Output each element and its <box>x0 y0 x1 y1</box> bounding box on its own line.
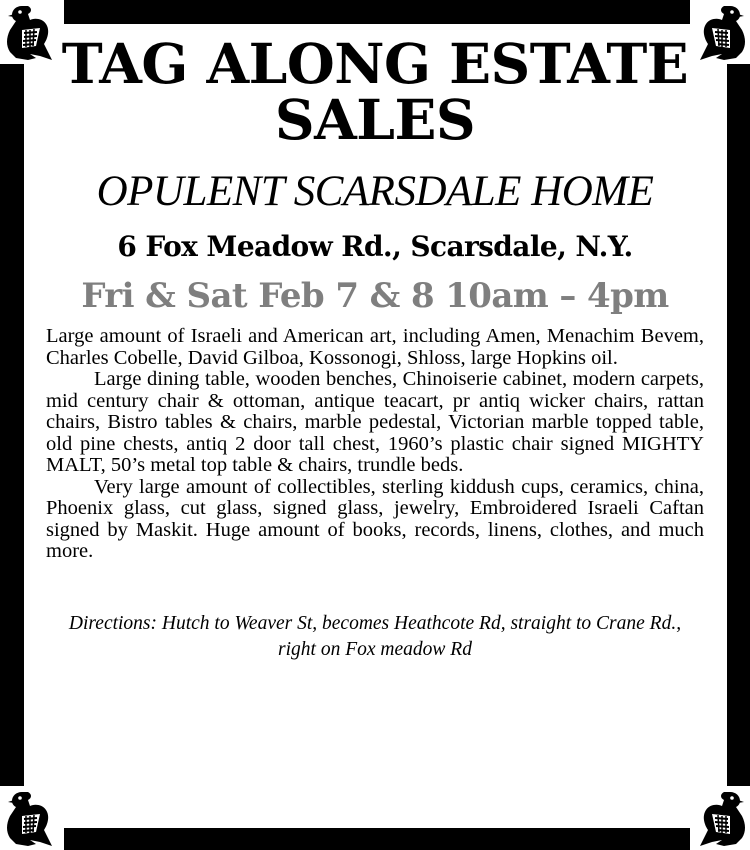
sale-dates: Fri & Sat Feb 7 & 8 10am – 4pm <box>81 276 669 316</box>
paragraph-collectibles: Very large amount of collectibles, sterling kiddush cups, ceramics, china, Phoenix glass, cut glass, signed glass, jewelry, Embroidered Israeli Caftan signed by Maskit. Huge amount of books, records, linens, clothes, and much more. <box>46 475 704 562</box>
directions: Directions: Hutch to Weaver St, becomes Heathcote Rd, straight to Crane Rd., right on Fox meadow Rd <box>68 612 682 660</box>
border-left <box>0 64 24 786</box>
border-right <box>727 64 750 786</box>
border-bottom <box>64 828 690 850</box>
border-top <box>64 0 690 24</box>
item-description <box>46 326 704 563</box>
paragraph-art: Large amount of Israeli and American art, including Amen, Menachim Bevem, Charles Cobelle, David Gilboa, Kossonogi, Shloss, large Hopkins oil. <box>46 325 704 369</box>
ad-content <box>46 31 704 663</box>
sale-address: 6 Fox Meadow Rd., Scarsdale, N.Y. <box>117 230 633 263</box>
headline: TAG ALONG ESTATE SALES <box>61 31 689 152</box>
eagle-icon <box>688 786 750 850</box>
subhead: OPULENT SCARSDALE HOME <box>96 168 654 215</box>
eagle-icon <box>0 786 64 850</box>
paragraph-furniture: Large dining table, wooden benches, Chinoiserie cabinet, modern carpets, mid century chair & ottoman, antique teacart, pr antiq wicker chairs, rattan chairs, Bistro tables & chairs, marble pedestal, Victorian marble topped table, old pine chests, antiq 2 door tall chest, 1960’s plastic chair signed MIGHTY MALT, 50’s metal top table & chairs, trundle beds. <box>46 368 704 476</box>
